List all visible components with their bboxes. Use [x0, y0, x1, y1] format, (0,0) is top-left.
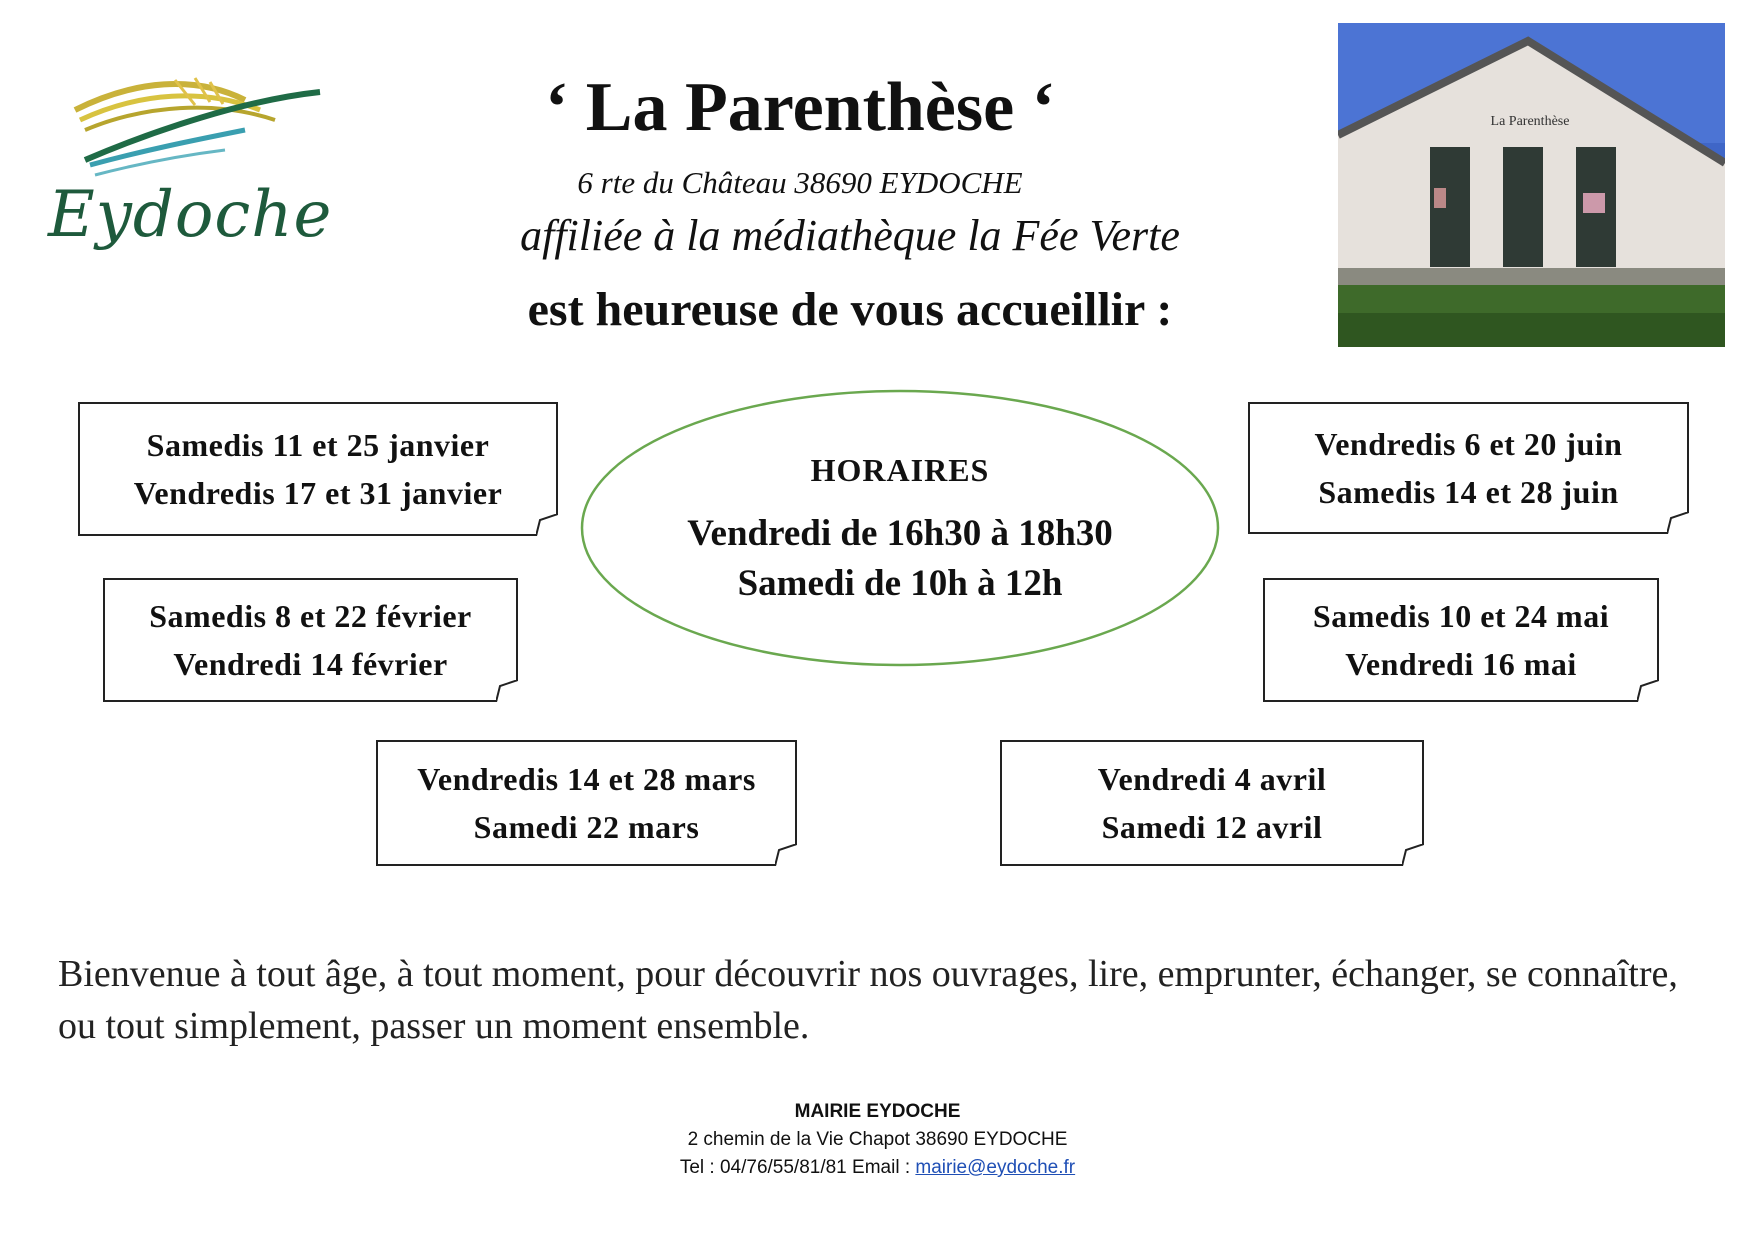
note-juin-line1: Vendredis 6 et 20 juin	[1314, 426, 1623, 462]
page-curl-icon	[536, 514, 558, 536]
note-janvier	[78, 402, 558, 536]
note-fevrier	[103, 578, 518, 702]
footer-contact	[0, 1154, 1755, 1182]
footer-address: 2 chemin de la Vie Chapot 38690 EYDOCHE	[687, 1129, 1068, 1150]
schedule-saturday: Samedi de 10h à 12h	[737, 563, 1063, 604]
logo-text: Eydoche	[48, 178, 333, 252]
note-juin	[1248, 402, 1689, 534]
footer-org: MAIRIE EYDOCHE	[794, 1101, 961, 1122]
note-mars	[376, 740, 797, 866]
note-fevrier-line2: Vendredi 14 février	[173, 646, 448, 682]
note-mai	[1263, 578, 1659, 702]
page-curl-icon	[1402, 844, 1424, 866]
page-curl-icon	[496, 680, 518, 702]
note-janvier-line2: Vendredis 17 et 31 janvier	[133, 475, 503, 511]
affiliation-line: affiliée à la médiathèque la Fée Verte	[520, 211, 1180, 260]
welcome-line: est heureuse de vous accueillir :	[527, 283, 1173, 336]
welcome-paragraph: Bienvenue à tout âge, à tout moment, pour découvrir nos ouvrages, lire, emprunter, échanger, se connaître, ou tout simplement, passer un moment ensemble.	[58, 953, 1678, 1047]
note-mai-line1: Samedis 10 et 24 mai	[1312, 598, 1610, 634]
note-janvier-line1: Samedis 11 et 25 janvier	[146, 427, 490, 463]
page-curl-icon	[1637, 680, 1659, 702]
schedule-friday: Vendredi de 16h30 à 18h30	[687, 513, 1113, 554]
email-link[interactable]: mairie@eydoche.fr	[915, 1157, 1076, 1178]
note-fevrier-line1: Samedis 8 et 22 février	[149, 598, 472, 634]
footer-contact-prefix: Tel : 04/76/55/81/81 Email :	[679, 1157, 916, 1178]
page-title: ‘ La Parenthèse ‘	[545, 69, 1055, 146]
note-avril-line2: Samedi 12 avril	[1101, 809, 1323, 845]
note-avril	[1000, 740, 1424, 866]
library-address: 6 rte du Château 38690 EYDOCHE	[577, 165, 1023, 200]
note-juin-line2: Samedis 14 et 28 juin	[1318, 474, 1619, 510]
building-photo	[1338, 23, 1725, 347]
note-avril-line1: Vendredi 4 avril	[1097, 761, 1327, 797]
note-mai-line2: Vendredi 16 mai	[1345, 646, 1577, 682]
page-curl-icon	[1667, 512, 1689, 534]
note-mars-line2: Samedi 22 mars	[473, 809, 700, 845]
page-curl-icon	[775, 844, 797, 866]
schedule-title: HORAIRES	[810, 452, 990, 488]
footer	[0, 1098, 1755, 1182]
note-mars-line1: Vendredis 14 et 28 mars	[417, 761, 756, 797]
photo-sign: La Parenthèse	[1490, 114, 1570, 129]
